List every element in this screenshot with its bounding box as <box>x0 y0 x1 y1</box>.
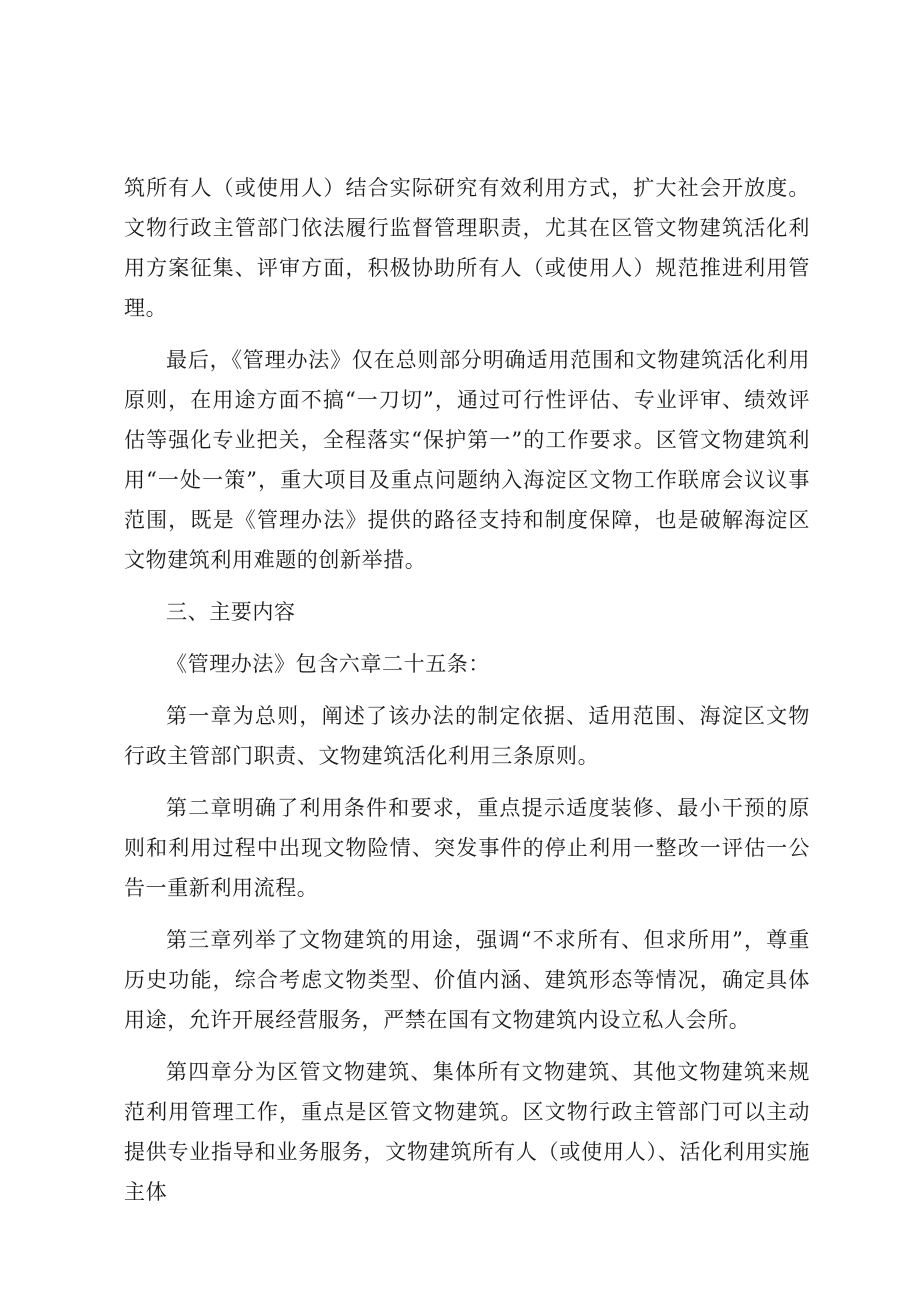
section-heading-main-content: 三、主要内容 <box>166 600 296 624</box>
paragraph-finally: 最后，《管理办法》仅在总则部分明确适用范围和文物建筑活化利用原则，在用途方面不搞“一刀切”，通过可行性评估、专业评审、绩效评估等强化专业把关，全程落实“保护第一”的工作要求。区管文物建筑利用“一处一策”，重大项目及重点问题纳入海淀区文物工作联席会议议事范围，既是《管理办法》提供的路径支持和制度保障，也是破解海淀区文物建筑利用难题的创新举措。 <box>124 348 810 572</box>
paragraph-chapter-1: 第一章为总则，阐述了该办法的制定依据、适用范围、海淀区文物行政主管部门职责、文物建筑活化利用三条原则。 <box>124 704 810 768</box>
document-body <box>124 168 810 1224</box>
paragraph-chapter-2: 第二章明确了利用条件和要求，重点提示适度装修、最小干预的原则和利用过程中出现文物险情、突发事件的停止利用一整改一评估一公告一重新利用流程。 <box>124 796 810 900</box>
paragraph-overview: 《管理办法》包含六章二十五条： <box>166 652 490 676</box>
paragraph-chapter-4: 第四章分为区管文物建筑、集体所有文物建筑、其他文物建筑来规范利用管理工作，重点是区管文物建筑。区文物行政主管部门可以主动提供专业指导和业务服务，文物建筑所有人（或使用人）、活化利用实施主体 <box>124 1060 810 1204</box>
paragraph-continued: 筑所有人（或使用人）结合实际研究有效利用方式，扩大社会开放度。文物行政主管部门依法履行监督管理职责，尤其在区管文物建筑活化利用方案征集、评审方面，积极协助所有人（或使用人）规范推进利用管理。 <box>124 176 810 320</box>
paragraph-chapter-3: 第三章列举了文物建筑的用途，强调“不求所有、但求所用”，尊重历史功能，综合考虑文物类型、价值内涵、建筑形态等情况，确定具体用途，允许开展经营服务，严禁在国有文物建筑内设立私人会所。 <box>124 928 810 1032</box>
